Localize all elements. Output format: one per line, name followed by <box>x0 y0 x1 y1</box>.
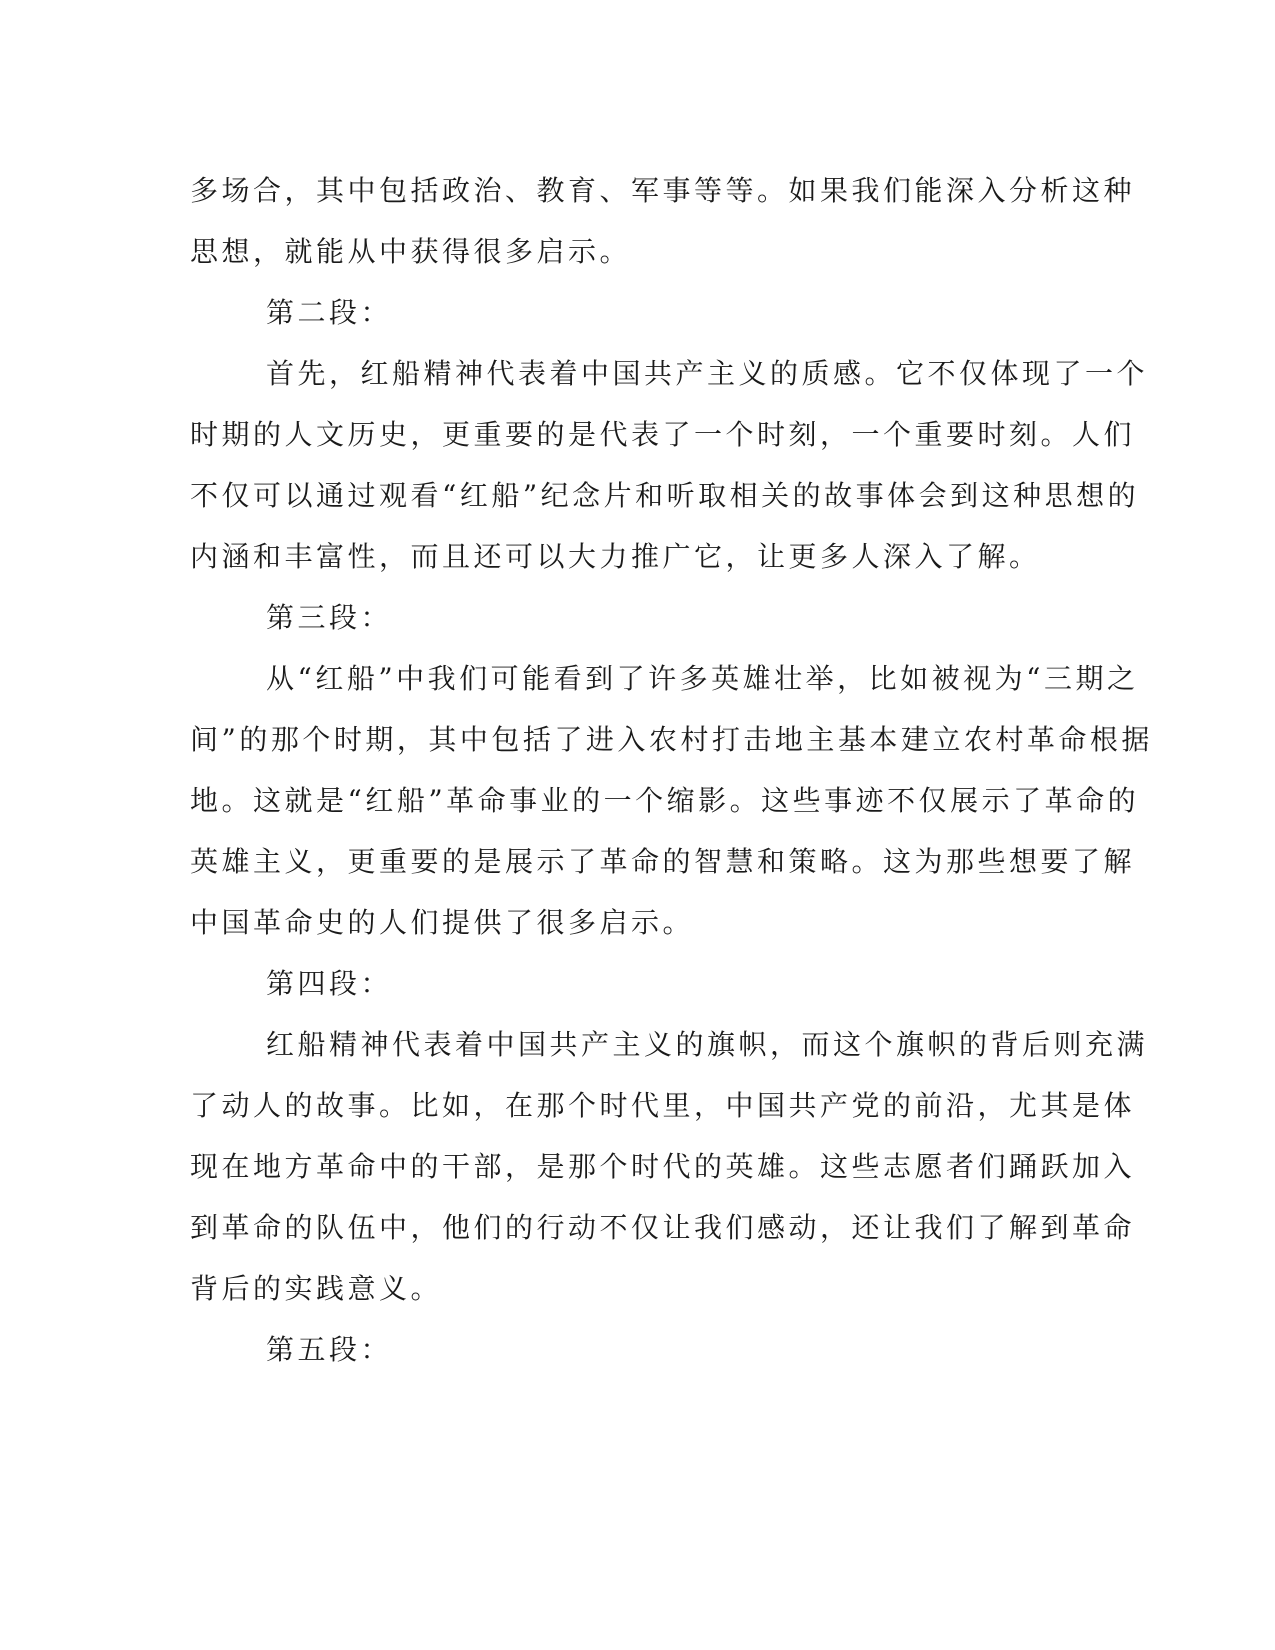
text-line: 了动人的故事。比如，在那个时代里，中国共产党的前沿，尤其是体 <box>190 1089 1136 1122</box>
paragraph-first-line: 首先，红船精神代表着中国共产主义的质感。它不仅体现了一个 <box>266 357 1149 390</box>
document-body <box>190 160 1153 1380</box>
text-line: 中国革命史的人们提供了很多启示。 <box>190 906 695 939</box>
section-heading: 第三段： <box>266 601 393 634</box>
text-line: 背后的实践意义。 <box>190 1272 443 1305</box>
section-heading: 第四段： <box>266 967 393 1000</box>
text-line: 到革命的队伍中，他们的行动不仅让我们感动，还让我们了解到革命 <box>190 1211 1136 1244</box>
text-line: 地。这就是“红船”革命事业的一个缩影。这些事迹不仅展示了革命的 <box>190 784 1140 817</box>
paragraph-first-line: 从“红船”中我们可能看到了许多英雄壮举，比如被视为“三期之 <box>266 662 1139 695</box>
text-line: 多场合，其中包括政治、教育、军事等等。如果我们能深入分析这种 <box>190 174 1136 207</box>
text-line: 不仅可以通过观看“红船”纪念片和听取相关的故事体会到这种思想的 <box>190 479 1140 512</box>
section-heading: 第二段： <box>266 296 393 329</box>
text-line: 内涵和丰富性，而且还可以大力推广它，让更多人深入了解。 <box>190 540 1041 573</box>
text-line: 现在地方革命中的干部，是那个时代的英雄。这些志愿者们踊跃加入 <box>190 1150 1136 1183</box>
paragraph-first-line: 红船精神代表着中国共产主义的旗帜，而这个旗帜的背后则充满 <box>266 1028 1149 1061</box>
text-line: 时期的人文历史，更重要的是代表了一个时刻，一个重要时刻。人们 <box>190 418 1136 451</box>
text-line: 间”的那个时期，其中包括了进入农村打击地主基本建立农村革命根据 <box>190 723 1153 756</box>
section-heading: 第五段： <box>266 1333 393 1366</box>
text-line: 英雄主义，更重要的是展示了革命的智慧和策略。这为那些想要了解 <box>190 845 1136 878</box>
text-line: 思想，就能从中获得很多启示。 <box>190 235 632 268</box>
